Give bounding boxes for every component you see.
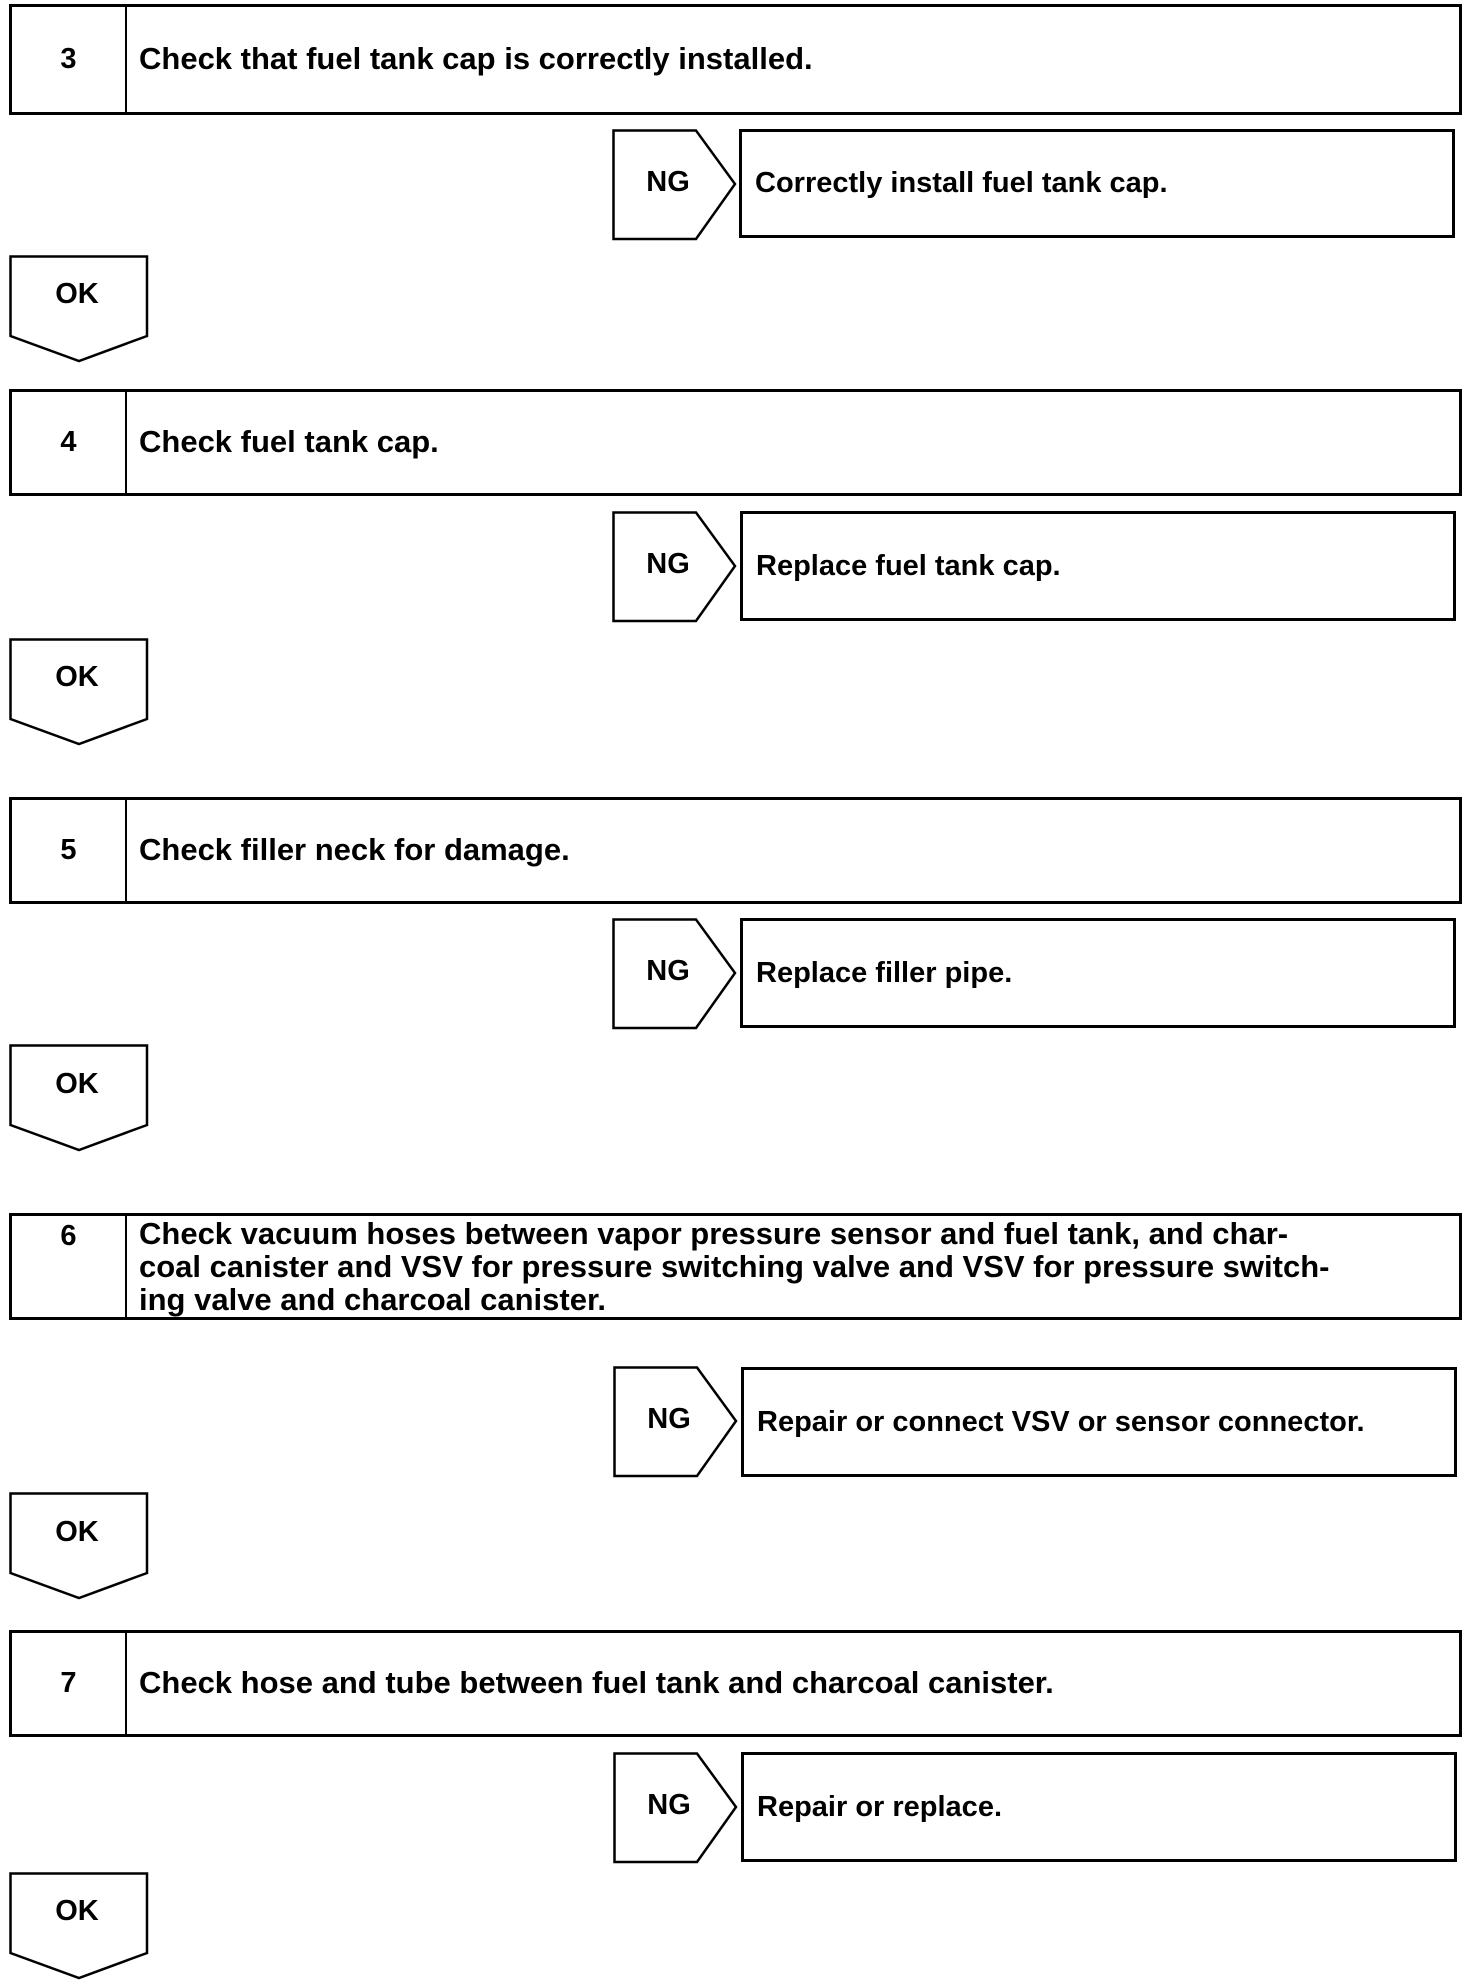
- ng-result-box: Replace filler pipe.: [740, 918, 1456, 1028]
- ng-label: NG: [646, 548, 690, 580]
- ng-label: NG: [646, 166, 690, 198]
- step-4-box: [9, 389, 1462, 496]
- step-number: 6: [12, 1216, 127, 1317]
- ok-arrow-icon: [9, 255, 151, 367]
- step-7-box: [9, 1630, 1462, 1737]
- ok-label: OK: [55, 278, 99, 310]
- step-instruction: Check hose and tube between fuel tank and charcoal canister.: [139, 1665, 1054, 1701]
- ng-result-box: Repair or replace.: [741, 1752, 1457, 1862]
- ok-arrow-icon: [9, 638, 151, 750]
- ok-label: OK: [55, 1068, 99, 1100]
- step-instruction-line: Check vacuum hoses between vapor pressure sensor and fuel tank, and char-: [139, 1216, 1289, 1251]
- ok-label: OK: [55, 1895, 99, 1927]
- ok-label: OK: [55, 1516, 99, 1548]
- step-number: 5: [12, 800, 127, 901]
- step-number: 3: [12, 7, 127, 112]
- step-instruction: Check fuel tank cap.: [139, 424, 439, 460]
- step-instruction: Check filler neck for damage.: [139, 832, 570, 868]
- step-instruction: Check that fuel tank cap is correctly installed.: [139, 41, 813, 77]
- ng-label: NG: [647, 1403, 691, 1435]
- step-instruction-line: coal canister and VSV for pressure switching valve and VSV for pressure switch-: [139, 1249, 1330, 1284]
- step-6-box: [9, 1213, 1462, 1320]
- ok-arrow-icon: [9, 1872, 151, 1984]
- ok-label: OK: [55, 661, 99, 693]
- ng-label: NG: [646, 955, 690, 987]
- step-number: 4: [12, 392, 127, 493]
- step-number: 7: [12, 1633, 127, 1734]
- step-3-box: [9, 4, 1462, 115]
- step-instruction: [139, 1216, 1451, 1317]
- ng-result-box: Repair or connect VSV or sensor connector.: [741, 1367, 1457, 1477]
- ng-result-box: Correctly install fuel tank cap.: [739, 129, 1455, 238]
- ng-label: NG: [647, 1789, 691, 1821]
- ng-result-box: Replace fuel tank cap.: [740, 511, 1456, 621]
- step-instruction-line: ing valve and charcoal canister.: [139, 1282, 606, 1317]
- step-5-box: [9, 797, 1462, 904]
